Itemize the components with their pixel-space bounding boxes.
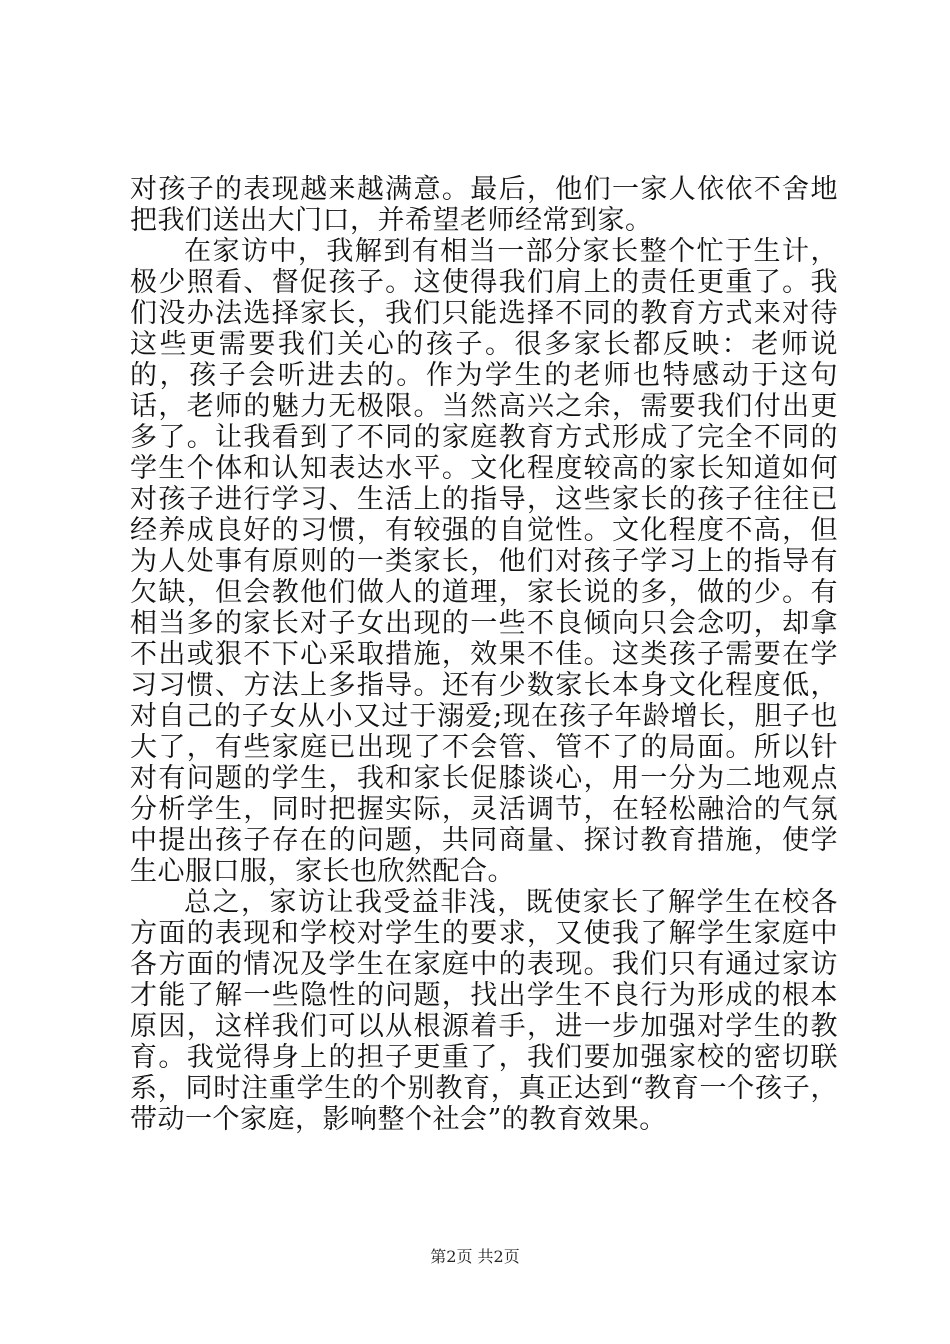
paragraph-continued: 对孩子的表现越来越满意。最后，他们一家人依依不舍地把我们送出大门口，并希望老师经常到家。: [130, 174, 838, 236]
page-footer: 第2页 共2页: [430, 1247, 520, 1266]
document-body: [130, 174, 838, 1135]
paragraph-conclusion: 总之，家访让我受益非浅，既使家长了解学生在校各方面的表现和学校对学生的要求，又使我了解学生家庭中各方面的情况及学生在家庭中的表现。我们只有通过家访才能了解一些隐性的问题，找出学生不良行为形成的根本原因，这样我们可以从根源着手，进一步加强对学生的教育。我觉得身上的担子更重了，我们要加强家校的密切联系，同时注重学生的个别教育，真正达到“教育一个孩子，带动一个家庭，影响整个社会”的教育效果。: [130, 887, 838, 1135]
paragraph-home-visit: 在家访中，我解到有相当一部分家长整个忙于生计，极少照看、督促孩子。这使得我们肩上的责任更重了。我们没办法选择家长，我们只能选择不同的教育方式来对待这些更需要我们关心的孩子。很多家长都反映：老师说的，孩子会听进去的。作为学生的老师也特感动于这句话，老师的魅力无极限。当然高兴之余，需要我们付出更多了。让我看到了不同的家庭教育方式形成了完全不同的学生个体和认知表达水平。文化程度较高的家长知道如何对孩子进行学习、生活上的指导，这些家长的孩子往往已经养成良好的习惯，有较强的自觉性。文化程度不高，但为人处事有原则的一类家长，他们对孩子学习上的指导有欠缺，但会教他们做人的道理，家长说的多，做的少。有相当多的家长对子女出现的一些不良倾向只会念叨，却拿不出或狠不下心采取措施，效果不佳。这类孩子需要在学习习惯、方法上多指导。还有少数家长本身文化程度低，对自己的子女从小又过于溺爱;现在孩子年龄增长，胆子也大了，有些家庭已出现了不会管、管不了的局面。所以针对有问题的学生，我和家长促膝谈心，用一分为二地观点分析学生，同时把握实际，灵活调节，在轻松融洽的气氛中提出孩子存在的问题，共同商量、探讨教育措施，使学生心服口服，家长也欣然配合。: [130, 236, 838, 887]
